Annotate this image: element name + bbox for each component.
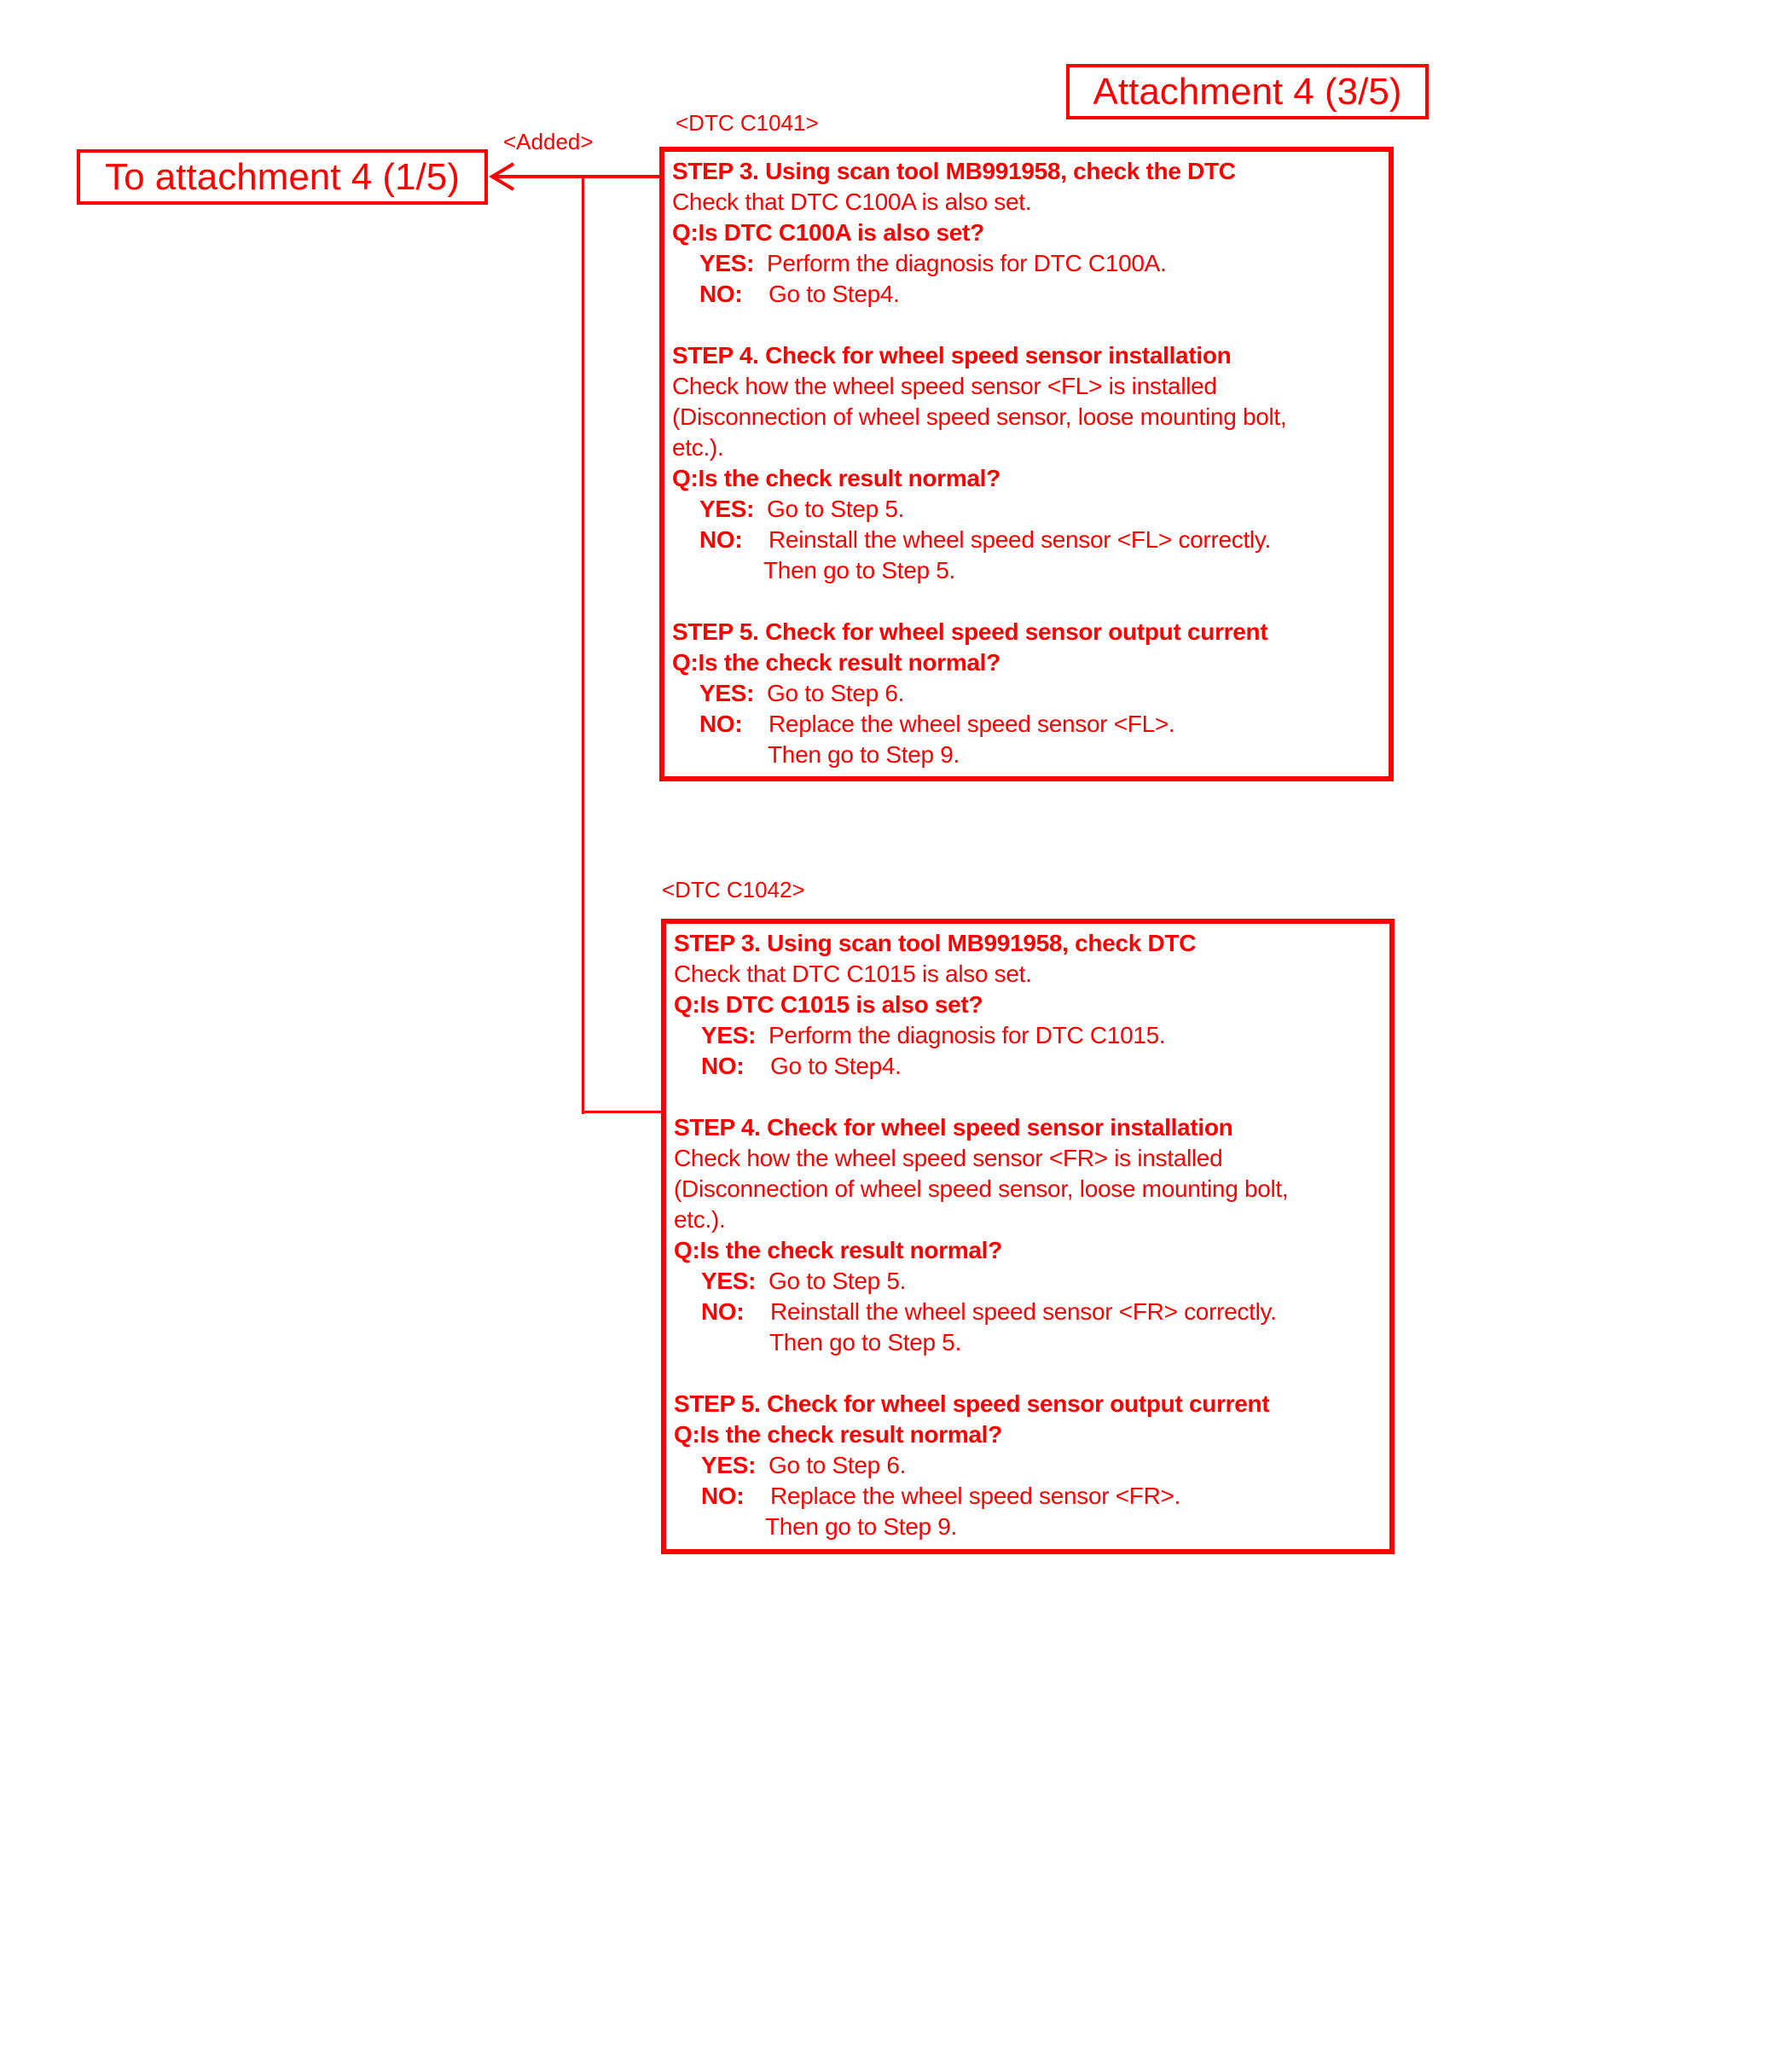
- step-title: STEP 4. Check for wheel speed sensor installation: [674, 1114, 1233, 1140]
- no-text: Reinstall the wheel speed sensor <FL> correctly.: [768, 526, 1271, 553]
- step-question: Q:Is the check result normal?: [672, 649, 1000, 676]
- no-answer: [672, 709, 1389, 740]
- yes-text: Go to Step 5.: [767, 496, 905, 522]
- diagnosis-box-c1042: [661, 919, 1395, 1554]
- no-continuation: Then go to Step 5.: [769, 1329, 961, 1355]
- step-title: STEP 5. Check for wheel speed sensor output current: [672, 618, 1268, 645]
- to-attachment-link-box[interactable]: To attachment 4 (1/5): [77, 149, 488, 205]
- yes-label: YES:: [701, 1268, 757, 1294]
- step-body-line: Check how the wheel speed sensor <FR> is installed: [674, 1145, 1223, 1171]
- no-text: Replace the wheel speed sensor <FR>.: [770, 1483, 1181, 1509]
- step-title: STEP 5. Check for wheel speed sensor output current: [674, 1390, 1270, 1417]
- arrow-left-icon: [486, 160, 520, 193]
- no-label: NO:: [701, 1483, 745, 1509]
- page-label: Attachment 4 (3/5): [1066, 64, 1429, 119]
- no-text: Go to Step4.: [770, 1053, 902, 1079]
- dtc-label-c1041: <DTC C1041>: [676, 110, 819, 136]
- yes-label: YES:: [699, 496, 755, 522]
- yes-text: Go to Step 6.: [767, 680, 905, 706]
- no-answer: [672, 279, 1389, 310]
- no-label: NO:: [699, 281, 743, 307]
- yes-label: YES:: [699, 250, 755, 276]
- yes-text: Go to Step 5.: [768, 1268, 907, 1294]
- step-title: STEP 3. Using scan tool MB991958, check DTC: [674, 930, 1197, 956]
- no-text: Replace the wheel speed sensor <FL>.: [768, 711, 1175, 737]
- no-label: NO:: [699, 711, 743, 737]
- step-question: Q:Is DTC C1015 is also set?: [674, 991, 983, 1018]
- no-label: NO:: [699, 526, 743, 553]
- no-label: NO:: [701, 1298, 745, 1325]
- yes-label: YES:: [701, 1452, 757, 1478]
- yes-answer: [674, 1266, 1389, 1297]
- yes-answer: [674, 1450, 1389, 1481]
- step-question: Q:Is the check result normal?: [674, 1237, 1002, 1263]
- step-question: Q:Is the check result normal?: [674, 1421, 1002, 1448]
- step-title: STEP 4. Check for wheel speed sensor installation: [672, 342, 1232, 369]
- step-body-line: Check how the wheel speed sensor <FL> is installed: [672, 373, 1217, 399]
- no-continuation: Then go to Step 9.: [768, 741, 960, 768]
- no-answer: [674, 1481, 1389, 1512]
- no-text: Go to Step4.: [768, 281, 900, 307]
- step-question: Q:Is the check result normal?: [672, 465, 1000, 491]
- yes-text: Go to Step 6.: [768, 1452, 907, 1478]
- no-answer: [674, 1051, 1389, 1082]
- yes-answer: [672, 678, 1389, 709]
- connector-branch-line: [582, 1111, 664, 1113]
- step-title: STEP 3. Using scan tool MB991958, check the DTC: [672, 158, 1236, 184]
- yes-text: Perform the diagnosis for DTC C1015.: [768, 1022, 1166, 1048]
- no-text: Reinstall the wheel speed sensor <FR> correctly.: [770, 1298, 1277, 1325]
- step-body-line: (Disconnection of wheel speed sensor, loose mounting bolt,: [672, 403, 1287, 430]
- step-question: Q:Is DTC C100A is also set?: [672, 219, 984, 246]
- no-continuation: Then go to Step 9.: [765, 1513, 957, 1540]
- step-body-line: Check that DTC C100A is also set.: [672, 189, 1032, 215]
- dtc-label-c1042: <DTC C1042>: [662, 877, 805, 903]
- diagnosis-box-c1041: [659, 147, 1394, 781]
- yes-label: YES:: [701, 1022, 757, 1048]
- yes-answer: [674, 1020, 1389, 1051]
- yes-label: YES:: [699, 680, 755, 706]
- no-label: NO:: [701, 1053, 745, 1079]
- step-body-line: Check that DTC C1015 is also set.: [674, 961, 1032, 987]
- yes-text: Perform the diagnosis for DTC C100A.: [767, 250, 1167, 276]
- added-label: <Added>: [503, 129, 594, 154]
- no-answer: [672, 525, 1389, 555]
- step-body-line: etc.).: [672, 434, 724, 461]
- yes-answer: [672, 248, 1389, 279]
- step-body-line: etc.).: [674, 1206, 726, 1233]
- no-answer: [674, 1297, 1389, 1327]
- step-body-line: (Disconnection of wheel speed sensor, loose mounting bolt,: [674, 1175, 1289, 1202]
- connector-vertical-line: [582, 177, 584, 1114]
- no-continuation: Then go to Step 5.: [763, 557, 955, 583]
- yes-answer: [672, 494, 1389, 525]
